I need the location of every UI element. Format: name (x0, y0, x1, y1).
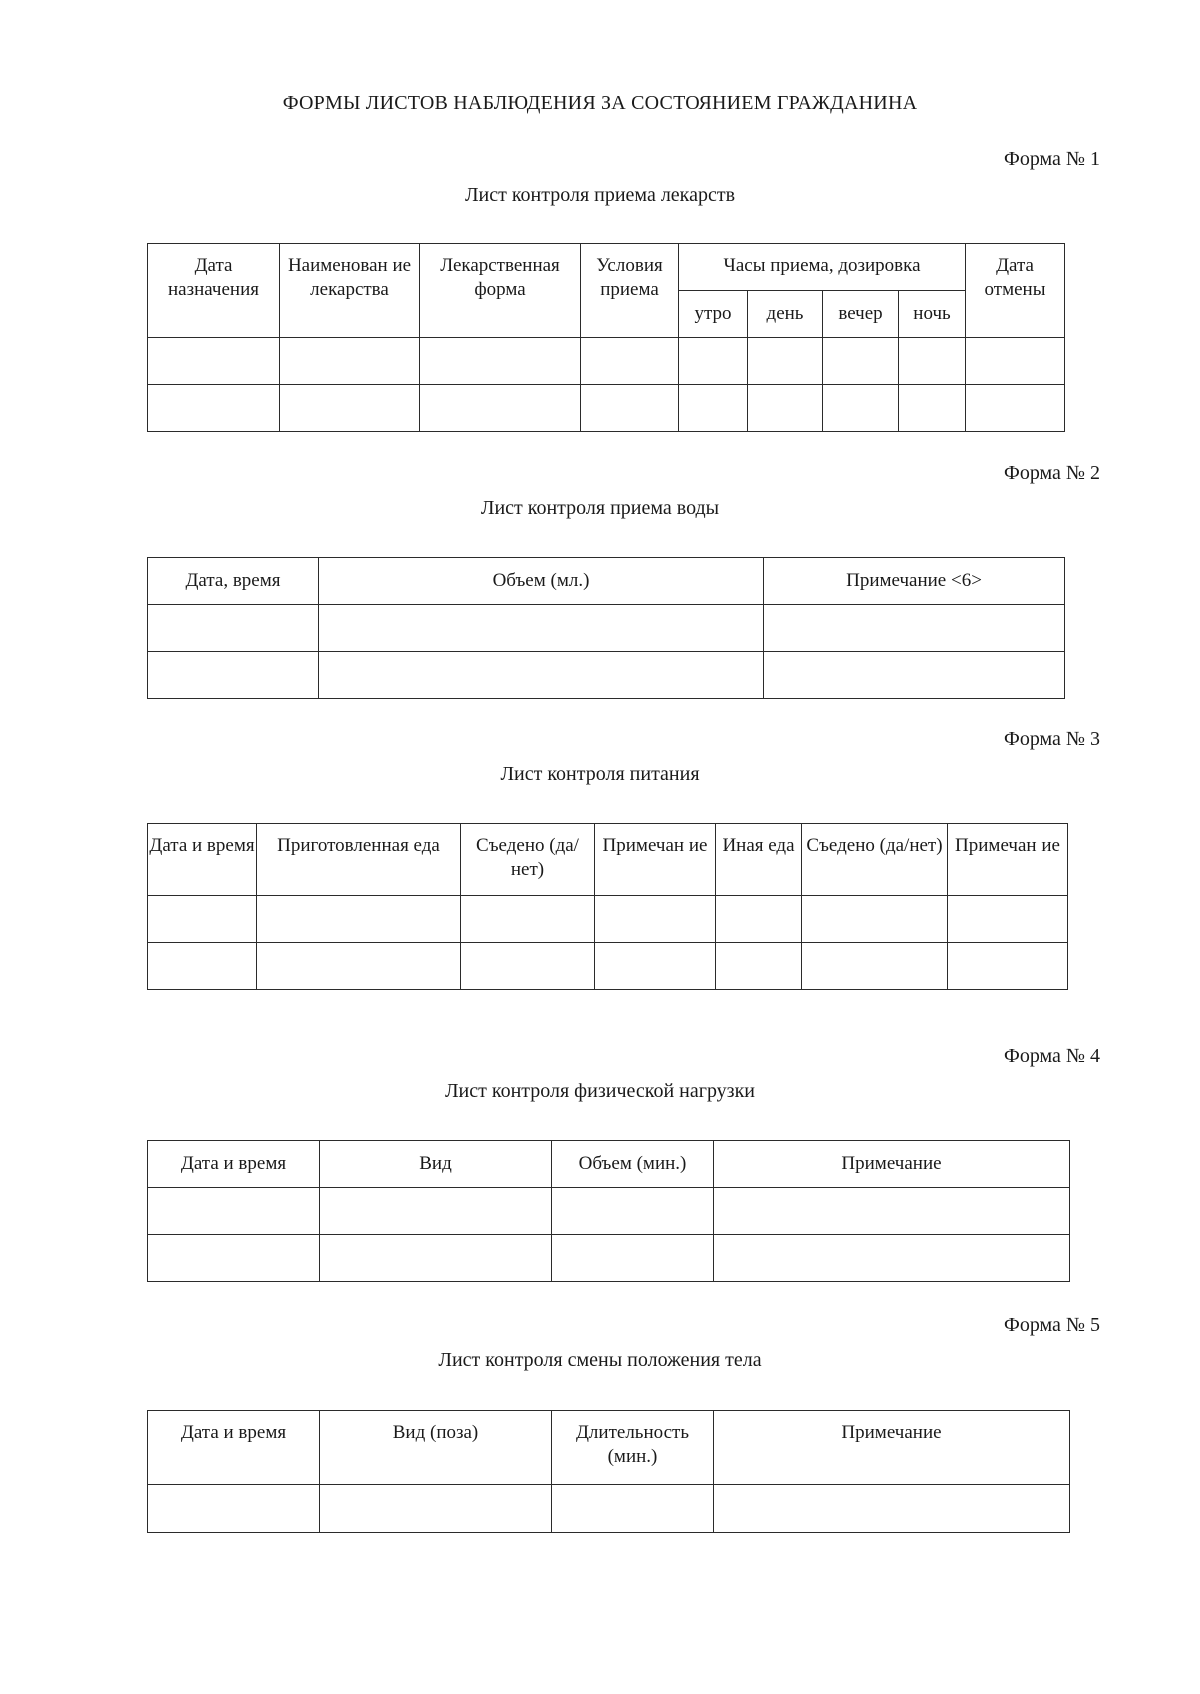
table-cell[interactable] (148, 652, 319, 699)
table-row (148, 605, 1065, 652)
table-cell[interactable] (148, 605, 319, 652)
header-eaten: Съедено (да/нет) (461, 824, 595, 896)
header-datetime: Дата и время (148, 1141, 320, 1188)
form5-number: Форма № 5 (1004, 1314, 1100, 1336)
table-cell[interactable] (581, 338, 679, 385)
form3-nutrition-table (147, 823, 1068, 990)
table-cell[interactable] (802, 943, 948, 990)
header-note: Примечание (714, 1411, 1070, 1485)
header-drug-form: Лекарственная форма (420, 244, 581, 338)
form2-title: Лист контроля приема воды (480, 497, 720, 519)
form4-number: Форма № 4 (1004, 1045, 1100, 1067)
header-datetime: Дата, время (148, 558, 319, 605)
table-cell[interactable] (966, 338, 1065, 385)
header-volume: Объем (мин.) (552, 1141, 714, 1188)
table-cell[interactable] (320, 1235, 552, 1282)
header-type: Вид (320, 1141, 552, 1188)
form1-title: Лист контроля приема лекарств (464, 184, 736, 206)
table-cell[interactable] (679, 385, 748, 432)
table-cell[interactable] (823, 385, 899, 432)
form1-number: Форма № 1 (1004, 148, 1100, 170)
table-cell[interactable] (148, 1188, 320, 1235)
table-cell[interactable] (899, 385, 966, 432)
table-row (148, 338, 1065, 385)
form3-title: Лист контроля питания (500, 763, 700, 785)
table-cell[interactable] (552, 1485, 714, 1533)
header-date-cancel: Дата отмены (966, 244, 1065, 338)
table-cell[interactable] (679, 338, 748, 385)
form2-water-table (147, 557, 1065, 699)
header-eaten-other: Съедено (да/нет) (802, 824, 948, 896)
table-cell[interactable] (948, 943, 1068, 990)
table-cell[interactable] (280, 385, 420, 432)
table-cell[interactable] (714, 1188, 1070, 1235)
page-title: ФОРМЫ ЛИСТОВ НАБЛЮДЕНИЯ ЗА СОСТОЯНИЕМ ГРАЖДАНИНА (282, 92, 918, 114)
table-cell[interactable] (280, 338, 420, 385)
header-prepared-food: Приготовленная еда (257, 824, 461, 896)
form4-title: Лист контроля физической нагрузки (444, 1080, 755, 1102)
table-row (148, 943, 1068, 990)
form4-exercise-table (147, 1140, 1070, 1282)
table-cell[interactable] (966, 385, 1065, 432)
table-cell[interactable] (581, 385, 679, 432)
table-cell[interactable] (764, 652, 1065, 699)
table-cell[interactable] (148, 1235, 320, 1282)
table-row (148, 896, 1068, 943)
header-night: ночь (899, 291, 966, 338)
form5-body-position-table (147, 1410, 1070, 1533)
table-cell[interactable] (748, 385, 823, 432)
table-row (148, 1485, 1070, 1533)
header-datetime: Дата и время (148, 1411, 320, 1485)
header-note: Примечан ие (595, 824, 716, 896)
header-datetime: Дата и время (148, 824, 257, 896)
table-cell[interactable] (552, 1188, 714, 1235)
table-cell[interactable] (552, 1235, 714, 1282)
table-cell[interactable] (461, 896, 595, 943)
header-day: день (748, 291, 823, 338)
form2-number: Форма № 2 (1004, 462, 1100, 484)
table-cell[interactable] (899, 338, 966, 385)
header-pose: Вид (поза) (320, 1411, 552, 1485)
header-note: Примечание <6> (764, 558, 1065, 605)
header-evening: вечер (823, 291, 899, 338)
table-cell[interactable] (948, 896, 1068, 943)
table-cell[interactable] (714, 1235, 1070, 1282)
table-cell[interactable] (748, 338, 823, 385)
header-hours-group: Часы приема, дозировка (679, 244, 966, 291)
form1-medication-table (147, 243, 1065, 432)
table-row (148, 652, 1065, 699)
header-volume: Объем (мл.) (319, 558, 764, 605)
table-cell[interactable] (320, 1188, 552, 1235)
table-cell[interactable] (148, 1485, 320, 1533)
table-cell[interactable] (148, 338, 280, 385)
table-cell[interactable] (716, 943, 802, 990)
header-morning: утро (679, 291, 748, 338)
table-cell[interactable] (595, 943, 716, 990)
header-drug-name: Наименован ие лекарства (280, 244, 420, 338)
table-row (148, 385, 1065, 432)
form5-title: Лист контроля смены положения тела (438, 1349, 762, 1371)
table-cell[interactable] (823, 338, 899, 385)
header-other-food: Иная еда (716, 824, 802, 896)
form3-number: Форма № 3 (1004, 728, 1100, 750)
table-cell[interactable] (420, 338, 581, 385)
table-cell[interactable] (257, 896, 461, 943)
header-date-assigned: Дата назначения (148, 244, 280, 338)
table-cell[interactable] (319, 652, 764, 699)
table-cell[interactable] (148, 385, 280, 432)
table-cell[interactable] (148, 896, 257, 943)
header-duration: Длительность (мин.) (552, 1411, 714, 1485)
table-cell[interactable] (257, 943, 461, 990)
table-row (148, 1188, 1070, 1235)
table-cell[interactable] (320, 1485, 552, 1533)
table-cell[interactable] (802, 896, 948, 943)
table-cell[interactable] (420, 385, 581, 432)
header-note: Примечание (714, 1141, 1070, 1188)
header-note-other: Примечан ие (948, 824, 1068, 896)
table-cell[interactable] (595, 896, 716, 943)
table-row (148, 1235, 1070, 1282)
header-conditions: Условия приема (581, 244, 679, 338)
table-cell[interactable] (148, 943, 257, 990)
table-cell[interactable] (714, 1485, 1070, 1533)
table-cell[interactable] (319, 605, 764, 652)
table-cell[interactable] (716, 896, 802, 943)
table-cell[interactable] (764, 605, 1065, 652)
table-cell[interactable] (461, 943, 595, 990)
